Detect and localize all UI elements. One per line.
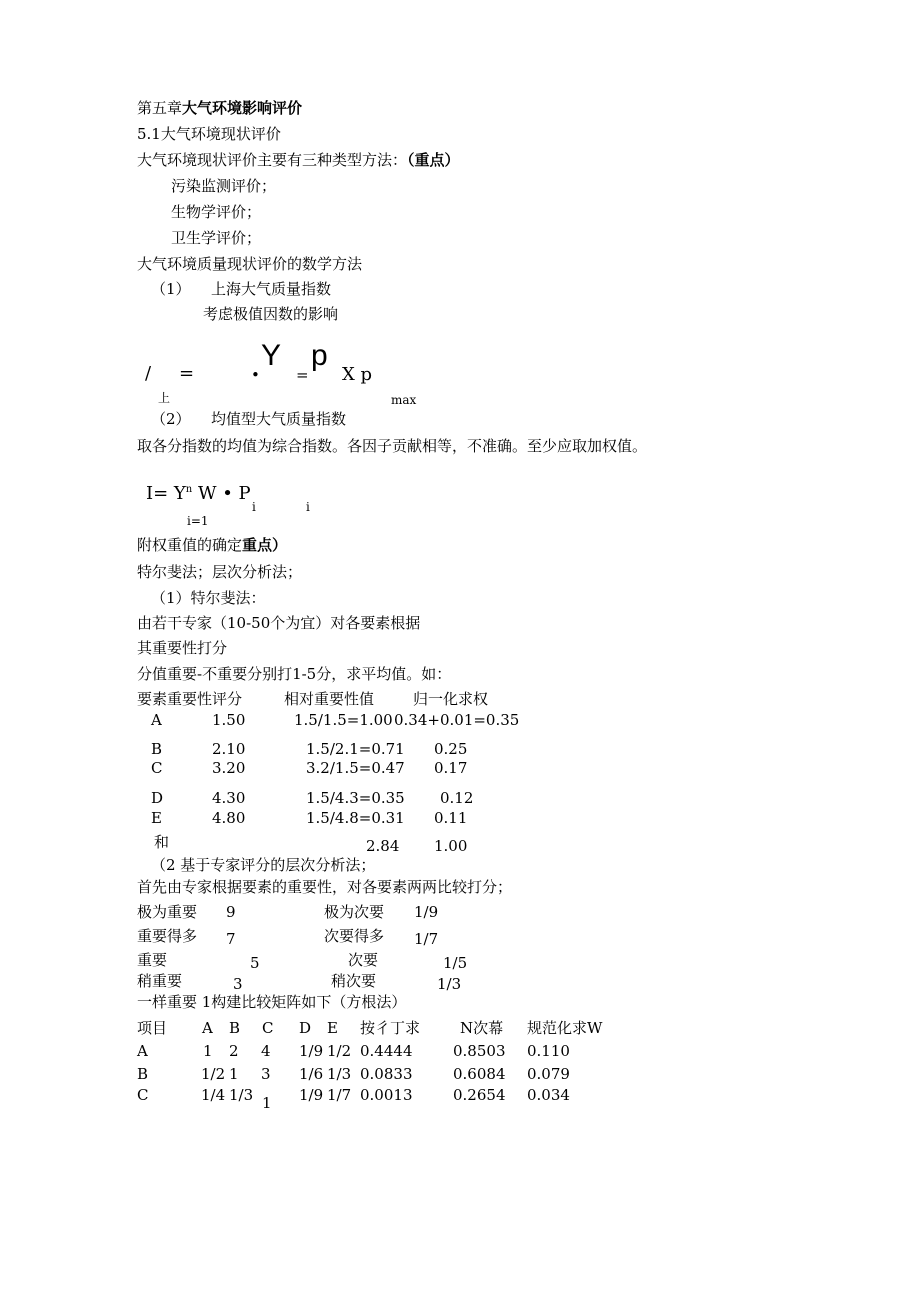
- ahp-cell: 1/2: [327, 1042, 352, 1060]
- ahp-scale-label: 极为次要: [324, 903, 385, 921]
- ahp-cell: A: [137, 1042, 148, 1060]
- ahp-header: 项目: [137, 1019, 168, 1037]
- item2-number: （2）: [151, 410, 191, 428]
- formula2-lhs: I= Y: [146, 483, 186, 504]
- chapter-prefix: 第五章: [137, 99, 183, 117]
- delphi-sum-label: 和: [154, 833, 170, 851]
- ahp-cell: 1: [203, 1042, 213, 1060]
- delphi-cell: 1.5/2.1=0.71: [306, 740, 405, 758]
- ahp-cell: 0.079: [527, 1065, 570, 1083]
- ahp-scale-label: 次要得多: [324, 927, 385, 945]
- ahp-header: A: [202, 1019, 213, 1037]
- ahp-cell: 1: [262, 1094, 272, 1112]
- formula1-p: p: [311, 339, 328, 372]
- item1-note: 考虑极值因数的影响: [203, 305, 339, 323]
- ahp-cell: 1/3: [327, 1065, 352, 1083]
- delphi-cell: 2.10: [212, 740, 246, 758]
- delphi-cell: A: [151, 711, 162, 729]
- ahp-cell: 0.8503: [453, 1042, 506, 1060]
- item2-desc: 取各分指数的均值为综合指数。各因子贡献相等，不准确。至少应取加权值。: [137, 437, 648, 455]
- delphi-cell: 0.25: [434, 740, 468, 758]
- ahp-header: 规范化求W: [527, 1019, 603, 1037]
- item1-number: （1）: [151, 280, 191, 298]
- method-item: 卫生学评价；: [171, 229, 262, 247]
- ahp-header: B: [229, 1019, 241, 1037]
- ahp-scale-label: 重要得多: [137, 927, 198, 945]
- ahp-cell: 1/6: [299, 1065, 324, 1083]
- ahp-cell: C: [137, 1086, 149, 1104]
- formula2-sub-i: i: [306, 500, 310, 514]
- ahp-cell: 0.4444: [360, 1042, 413, 1060]
- ahp-cell: 1: [229, 1065, 239, 1083]
- ahp-scale-value: 1/3: [437, 975, 462, 993]
- math-heading: 大气环境质量现状评价的数学方法: [137, 255, 363, 273]
- formula2-n: n: [185, 484, 193, 495]
- delphi-cell: 1.5/4.8=0.31: [306, 809, 405, 827]
- ahp-header: E: [327, 1019, 338, 1037]
- ahp-cell: 1/4: [201, 1086, 226, 1104]
- ahp-scale-label: 极为重要: [137, 903, 198, 921]
- delphi-line3: 分值重要-不重要分别打1-5分，求平均值。如：: [137, 665, 452, 683]
- formula1-Y: Y: [261, 339, 282, 372]
- ahp-last-line: 一样重要 1构建比较矩阵如下（方根法）: [137, 993, 407, 1011]
- ahp-cell: 1/9: [299, 1086, 324, 1104]
- formula2-main: [146, 480, 251, 504]
- delphi-cell: 0.34+0.01=0.35: [394, 711, 520, 729]
- ahp-cell: 0.034: [527, 1086, 570, 1104]
- ahp-desc: 首先由专家根据要素的重要性，对各要素两两比较打分；: [137, 878, 513, 896]
- formula1-eq1: =: [179, 363, 195, 384]
- ahp-scale-value: 1/5: [443, 954, 468, 972]
- chapter-heading: [137, 99, 302, 117]
- ahp-scale-label: 稍次要: [331, 972, 377, 990]
- ahp-scale-value: 1/7: [414, 930, 439, 948]
- formula2-sub-i: i: [252, 500, 256, 514]
- ahp-scale-label: 稍重要: [137, 972, 183, 990]
- delphi-cell: B: [151, 740, 163, 758]
- methods-intro-emphasis: （重点）: [407, 151, 460, 169]
- ahp-header: 按彳丁求: [360, 1019, 421, 1037]
- delphi-cell: 1.50: [212, 711, 246, 729]
- ahp-scale-label: 重要: [137, 951, 168, 969]
- ahp-cell: 1/7: [327, 1086, 352, 1104]
- delphi-line1: 由若干专家（10-50个为宜）对各要素根据: [137, 614, 421, 632]
- ahp-cell: 0.6084: [453, 1065, 506, 1083]
- delphi-header: 相对重要性值: [284, 690, 375, 708]
- delphi-cell: 0.12: [440, 789, 474, 807]
- delphi-cell: 4.80: [212, 809, 246, 827]
- delphi-cell: C: [151, 759, 163, 777]
- ahp-cell: 1/2: [201, 1065, 226, 1083]
- item2-title: 均值型大气质量指数: [211, 410, 347, 428]
- formula1-sub-max: max: [391, 393, 417, 407]
- delphi-cell: 3.2/1.5=0.47: [306, 759, 405, 777]
- ahp-cell: 0.110: [527, 1042, 570, 1060]
- delphi-line2: 其重要性打分: [137, 639, 228, 657]
- delphi-cell: D: [151, 789, 164, 807]
- ahp-scale-value: 7: [226, 930, 236, 948]
- delphi-sum-v1: 2.84: [366, 837, 400, 855]
- formula2-rhs: W • P: [197, 483, 251, 504]
- delphi-title: （1）特尔斐法：: [151, 589, 266, 607]
- delphi-cell: 0.11: [434, 809, 468, 827]
- ahp-cell: 2: [229, 1042, 239, 1060]
- ahp-cell: 0.0013: [360, 1086, 413, 1104]
- ahp-title: （2 基于专家评分的层次分析法；: [151, 856, 376, 874]
- delphi-cell: 4.30: [212, 789, 246, 807]
- delphi-cell: E: [151, 809, 162, 827]
- weight-heading-emphasis: 重点）: [242, 536, 288, 554]
- ahp-scale-value: 1/9: [414, 903, 439, 921]
- ahp-scale-value: 3: [233, 975, 243, 993]
- ahp-cell: 0.0833: [360, 1065, 413, 1083]
- formula1-eq2: =: [296, 366, 309, 384]
- formula1-dot: •: [251, 366, 260, 384]
- delphi-header: 归一化求权: [413, 690, 489, 708]
- ahp-scale-value: 5: [250, 954, 260, 972]
- ahp-cell: 4: [261, 1042, 271, 1060]
- formula1-xp: X p: [342, 364, 373, 385]
- methods-intro-text: 大气环境现状评价主要有三种类型方法：: [137, 151, 408, 169]
- ahp-scale-label: 次要: [348, 951, 379, 969]
- delphi-cell: 1.5/1.5=1.00: [294, 711, 393, 729]
- ahp-cell: 1/9: [299, 1042, 324, 1060]
- formula1-I: /: [145, 363, 152, 384]
- weight-heading-text: 附权重值的确定: [137, 536, 243, 554]
- weight-heading: [137, 536, 287, 554]
- ahp-cell: B: [137, 1065, 149, 1083]
- ahp-cell: 0.2654: [453, 1086, 506, 1104]
- formula2-sub-i1: i=1: [187, 514, 209, 528]
- delphi-header: 要素重要性评分: [137, 690, 243, 708]
- delphi-cell: 0.17: [434, 759, 468, 777]
- method-item: 污染监测评价；: [171, 177, 277, 195]
- ahp-cell: 1/3: [229, 1086, 254, 1104]
- formula1-sub-shang: 上: [158, 391, 171, 405]
- ahp-header: C: [262, 1019, 274, 1037]
- method-item: 生物学评价；: [171, 203, 262, 221]
- ahp-cell: 3: [261, 1065, 271, 1083]
- delphi-cell: 1.5/4.3=0.35: [306, 789, 405, 807]
- weight-methods: 特尔斐法；层次分析法；: [137, 563, 303, 581]
- delphi-sum-v2: 1.00: [434, 837, 468, 855]
- section-title: 5.1大气环境现状评价: [137, 125, 281, 143]
- methods-intro: [137, 151, 460, 169]
- delphi-cell: 3.20: [212, 759, 246, 777]
- ahp-header: D: [299, 1019, 312, 1037]
- chapter-title: 大气环境影响评价: [182, 99, 303, 117]
- ahp-header: N次幕: [460, 1019, 504, 1037]
- ahp-scale-value: 9: [226, 903, 236, 921]
- item1-title: 上海大气质量指数: [211, 280, 332, 298]
